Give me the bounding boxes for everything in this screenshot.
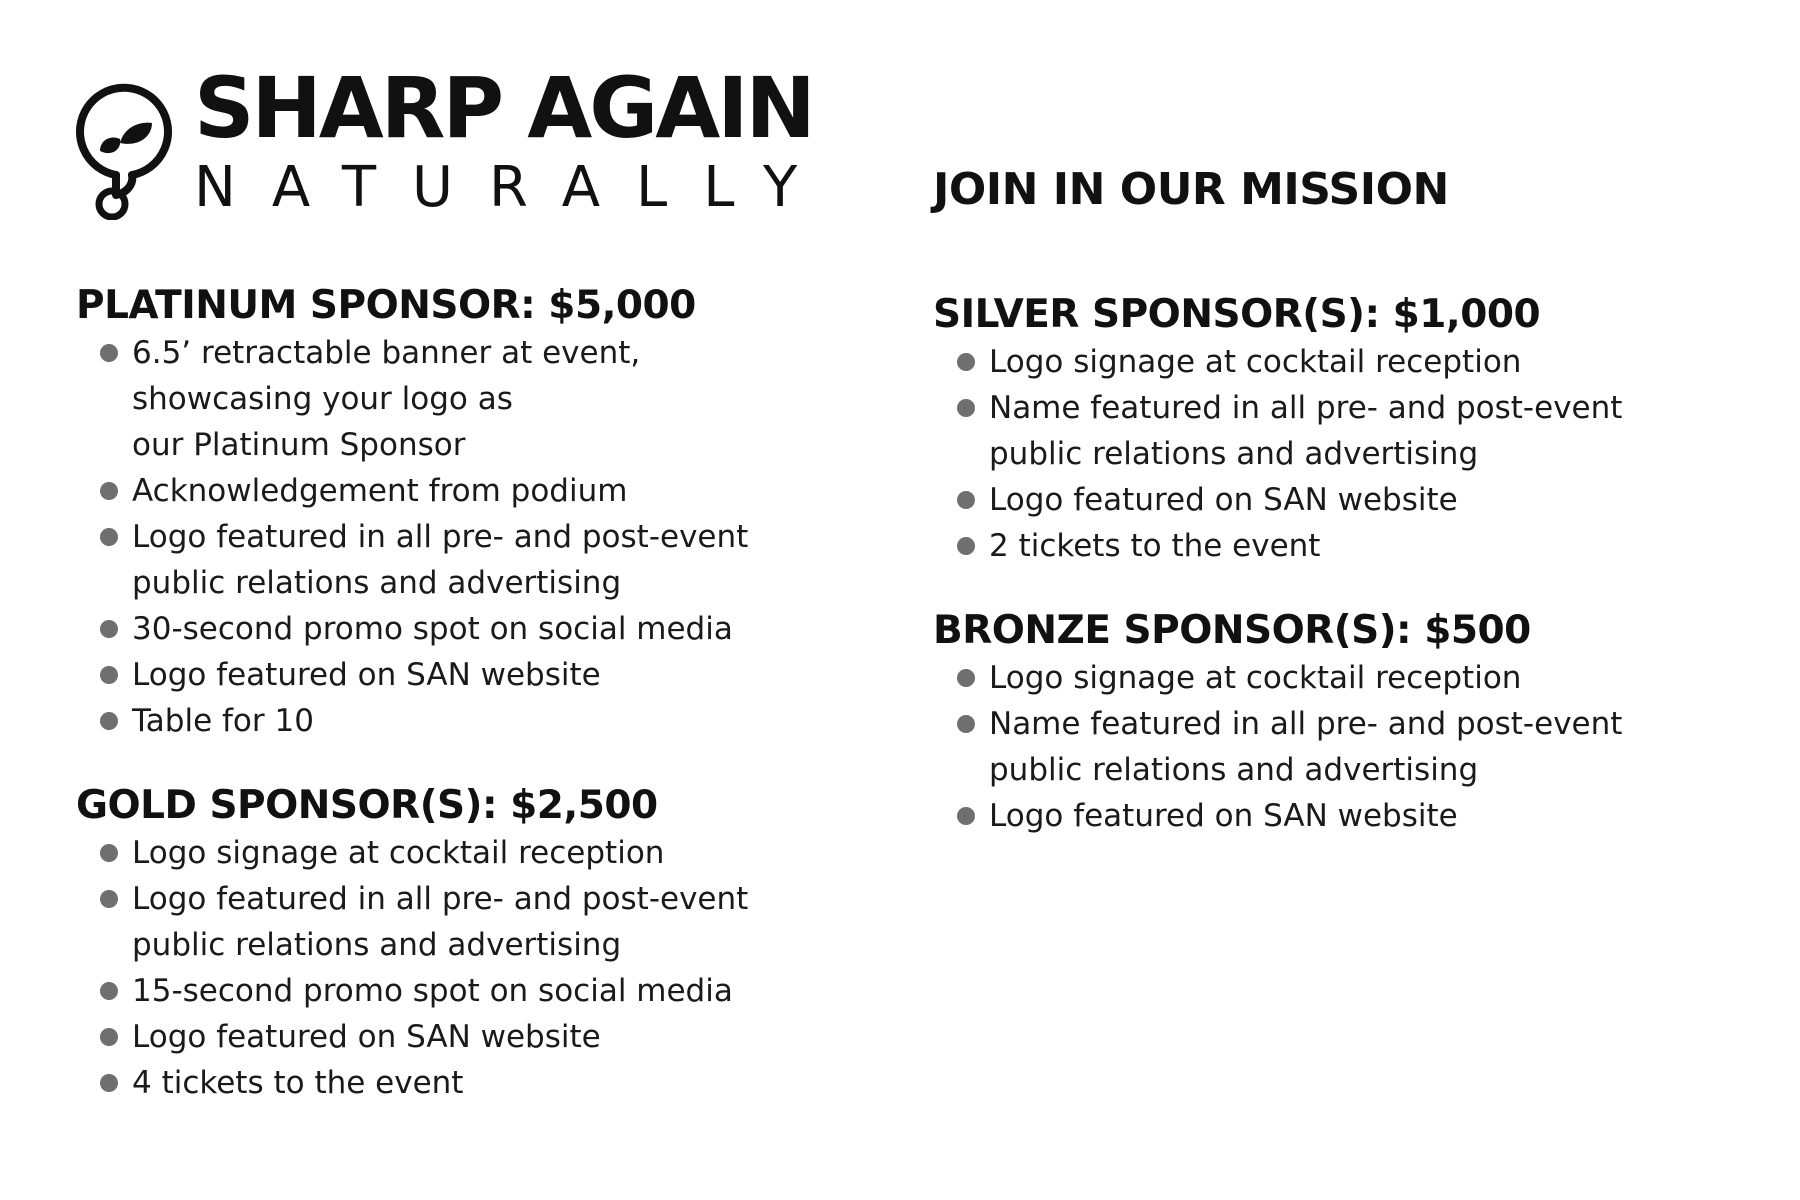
benefit-list [933, 339, 1733, 569]
benefit-item: Logo signage at cocktail reception [76, 830, 836, 876]
benefit-item: Logo featured on SAN website [933, 793, 1733, 839]
bullet-icon [957, 353, 975, 371]
benefit-item: Logo featured in all pre- and post-event public relations and advertising [76, 876, 836, 968]
bullet-icon [957, 715, 975, 733]
bullet-icon [100, 344, 118, 362]
tier-gold [76, 784, 836, 1106]
benefit-item: Logo featured on SAN website [76, 652, 836, 698]
benefit-item: Logo signage at cocktail reception [933, 339, 1733, 385]
bullet-icon [100, 482, 118, 500]
benefit-item: Name featured in all pre- and post-event public relations and advertising [933, 385, 1733, 477]
benefit-item: 15-second promo spot on social media [76, 968, 836, 1014]
tier-heading: GOLD SPONSOR(S): $2,500 [76, 783, 658, 828]
right-column [933, 293, 1733, 879]
benefit-item: Logo featured on SAN website [933, 477, 1733, 523]
benefit-item: 30-second promo spot on social media [76, 606, 836, 652]
tier-heading: SILVER SPONSOR(S): $1,000 [933, 292, 1541, 337]
bullet-icon [100, 666, 118, 684]
bullet-icon [957, 807, 975, 825]
bullet-icon [957, 537, 975, 555]
bullet-icon [100, 620, 118, 638]
benefit-item: 2 tickets to the event [933, 523, 1733, 569]
tier-heading: BRONZE SPONSOR(S): $500 [933, 608, 1531, 653]
bullet-icon [100, 712, 118, 730]
benefit-item: Acknowledgement from podium [76, 468, 836, 514]
benefit-item: Table for 10 [76, 698, 836, 744]
brand-tagline: NATURALLY [194, 155, 834, 220]
left-column [76, 284, 836, 1146]
bullet-icon [100, 982, 118, 1000]
benefit-list [933, 655, 1733, 839]
benefit-item: Logo featured on SAN website [76, 1014, 836, 1060]
benefit-list [76, 330, 836, 744]
tier-bronze [933, 609, 1733, 839]
leaf-loop-icon [70, 75, 182, 220]
bullet-icon [957, 491, 975, 509]
bullet-icon [957, 399, 975, 417]
bullet-icon [100, 844, 118, 862]
benefit-item: Logo featured in all pre- and post-event public relations and advertising [76, 514, 836, 606]
bullet-icon [100, 890, 118, 908]
bullet-icon [957, 669, 975, 687]
tier-heading: PLATINUM SPONSOR: $5,000 [76, 283, 696, 328]
bullet-icon [100, 528, 118, 546]
bullet-icon [100, 1028, 118, 1046]
tier-silver [933, 293, 1733, 569]
benefit-item: Logo signage at cocktail reception [933, 655, 1733, 701]
benefit-item: Name featured in all pre- and post-event public relations and advertising [933, 701, 1733, 793]
mission-heading: JOIN IN OUR MISSION [933, 164, 1449, 215]
tier-platinum [76, 284, 836, 744]
brand-name: SHARP AGAIN [194, 59, 813, 157]
benefit-item: 4 tickets to the event [76, 1060, 836, 1106]
bullet-icon [100, 1074, 118, 1092]
brand-logo [70, 59, 834, 220]
benefit-list [76, 830, 836, 1106]
benefit-item: 6.5’ retractable banner at event, showcasing your logo as our Platinum Sponsor [76, 330, 836, 468]
